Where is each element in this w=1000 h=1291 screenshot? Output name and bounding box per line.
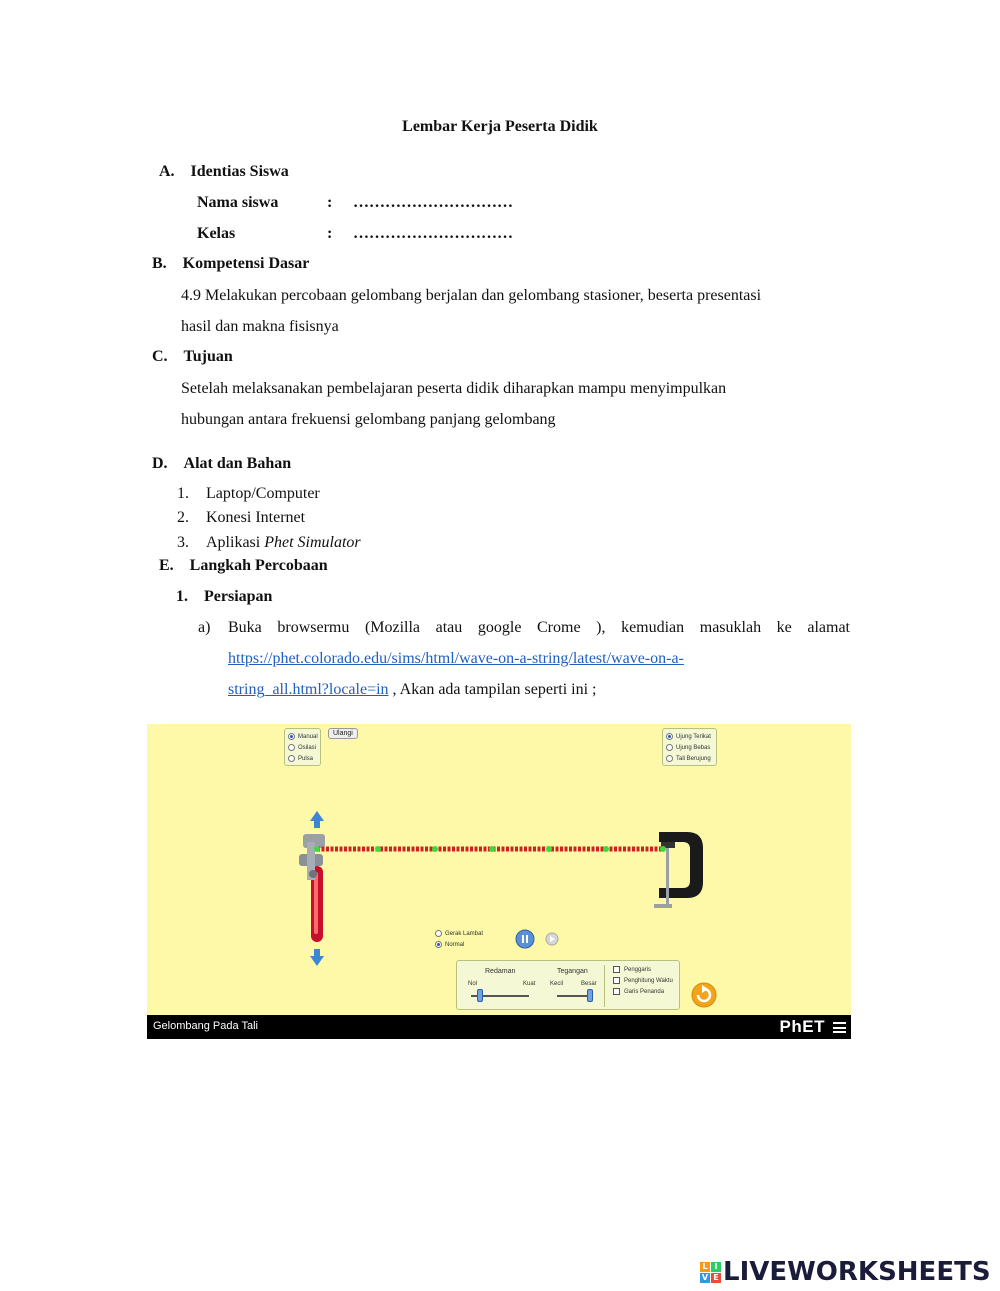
wave-simulator <box>147 724 851 1039</box>
pause-button[interactable] <box>516 930 534 948</box>
tension-slider-thumb[interactable] <box>587 989 593 1002</box>
logo-blocks-icon: L I V E <box>700 1262 721 1283</box>
simulator-link-continued[interactable]: string_all.html?locale=in <box>228 681 389 698</box>
arrow-up-icon[interactable] <box>310 811 324 828</box>
liveworksheets-logo <box>700 1257 991 1287</box>
checkbox-timer[interactable]: Penghitung Waktu <box>610 975 673 986</box>
checkbox-group <box>610 964 673 997</box>
radio-icon <box>435 930 442 937</box>
panel-divider <box>604 965 605 1007</box>
damping-label: Redaman <box>485 968 516 975</box>
damping-slider-thumb[interactable] <box>477 989 483 1002</box>
tension-max-label: Besar <box>581 981 597 987</box>
tension-label: Tegangan <box>557 968 588 975</box>
section-c-heading: C. Tujuan <box>152 348 233 365</box>
tension-min-label: Kecil <box>550 981 564 987</box>
subsection-heading: 1. Persiapan <box>176 588 273 605</box>
step-button[interactable] <box>546 933 558 945</box>
radio-icon <box>435 941 442 948</box>
list-item-number: 1. <box>177 485 189 502</box>
wrench-icon[interactable] <box>299 834 325 942</box>
name-colon: : <box>327 194 333 211</box>
reset-all-icon[interactable] <box>692 983 716 1007</box>
rope[interactable] <box>314 846 666 852</box>
mode-option-manual[interactable]: Manual <box>285 731 320 742</box>
menu-icon[interactable] <box>833 1022 846 1033</box>
damping-max-label: Kuat <box>523 981 536 987</box>
step-text: Buka browsermu (Mozilla atau google Crome ), kemudian masuklah ke alamat <box>228 619 850 636</box>
list-item-number: 3. <box>177 534 189 551</box>
section-d-heading: D. Alat dan Bahan <box>152 455 292 472</box>
clamp-icon <box>654 832 703 908</box>
checkbox-reference-line[interactable]: Garis Penanda <box>610 986 673 997</box>
settings-panel <box>456 960 680 1010</box>
list-item-number: 2. <box>177 509 189 526</box>
link-line-2: string_all.html?locale=in , Akan ada tampilan seperti ini ; <box>228 681 597 698</box>
class-field[interactable]: ………………………… <box>353 225 513 242</box>
name-field[interactable]: ………………………… <box>353 194 513 211</box>
end-option-loose[interactable]: Ujung Bebas <box>663 742 716 753</box>
section-e-heading: E. Langkah Percobaan <box>159 557 328 574</box>
list-item: Laptop/Computer <box>206 485 320 502</box>
competency-line-2: hasil dan makna fisisnya <box>181 318 339 335</box>
checkbox-icon <box>613 988 620 995</box>
mode-option-pulse[interactable]: Pulsa <box>285 753 320 764</box>
goal-line-1: Setelah melaksanakan pembelajaran peserta didik diharapkan mampu menyimpulkan <box>181 380 727 397</box>
phet-logo: PhET <box>779 1017 825 1036</box>
simulator-link[interactable]: https://phet.colorado.edu/sims/html/wave-on-a-string/latest/wave-on-a- <box>228 650 684 667</box>
arrow-down-icon[interactable] <box>310 949 324 966</box>
sim-title: Gelombang Pada Tali <box>153 1020 258 1032</box>
checkbox-ruler[interactable]: Penggaris <box>610 964 673 975</box>
tension-slider-track[interactable] <box>557 995 590 997</box>
list-item: Konesi Internet <box>206 509 306 526</box>
class-label: Kelas <box>197 225 236 242</box>
section-a-heading: A. Identias Siswa <box>159 163 289 180</box>
speed-option-slow[interactable]: Gerak Lambat <box>432 928 483 939</box>
mode-option-oscillate[interactable]: Osilasi <box>285 742 320 753</box>
section-b-heading: B. Kompetensi Dasar <box>152 255 310 272</box>
name-label: Nama siswa <box>197 194 279 211</box>
speed-option-normal[interactable]: Normal <box>432 939 483 950</box>
logo-text: LIVEWORKSHEETS <box>723 1257 991 1287</box>
page-title: Lembar Kerja Peserta Didik <box>402 118 598 135</box>
end-option-none[interactable]: Tali Berujung <box>663 753 716 764</box>
step-marker: a) <box>198 619 211 636</box>
reset-rope-button[interactable]: Ulangi <box>328 728 358 739</box>
sim-navigation-bar <box>147 1015 851 1039</box>
checkbox-icon <box>613 966 620 973</box>
competency-line-1: 4.9 Melakukan percobaan gelombang berjalan dan gelombang stasioner, beserta presentasi <box>181 287 762 304</box>
list-item: Aplikasi Phet Simulator <box>206 534 361 551</box>
speed-options <box>432 928 483 950</box>
goal-line-2: hubungan antara frekuensi gelombang panjang gelombang <box>181 411 556 428</box>
checkbox-icon <box>613 977 620 984</box>
damping-min-label: Nol <box>468 981 478 987</box>
class-colon: : <box>327 225 333 242</box>
end-option-fixed[interactable]: Ujung Terikat <box>663 731 716 742</box>
